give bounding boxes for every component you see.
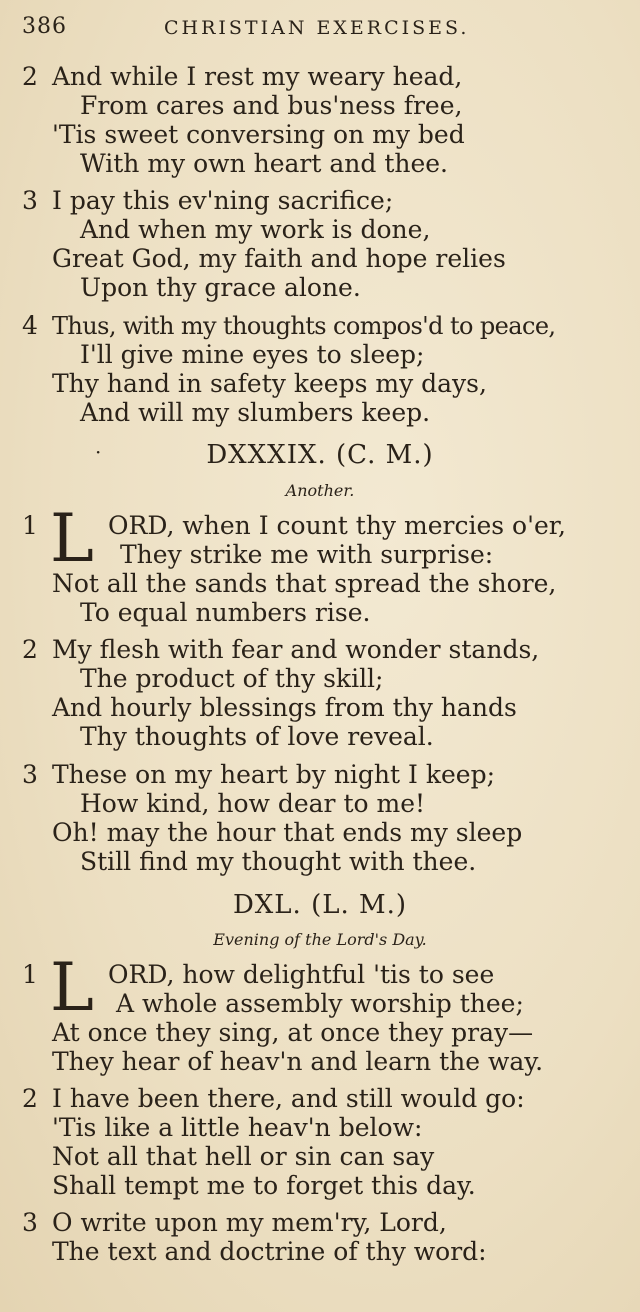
verse-line: Not all that hell or sin can say (52, 1142, 435, 1171)
hymn-subtitle: Another. (285, 481, 355, 500)
page-header (22, 14, 622, 48)
verse-line: 'Tis like a little heav'n below: (52, 1113, 423, 1142)
verse-line: My flesh with fear and wonder stands, (52, 635, 540, 664)
page-number: 386 (22, 14, 67, 39)
verse-line: Not all the sands that spread the shore, (52, 569, 557, 598)
verse-line: And will my slumbers keep. (80, 398, 431, 427)
stanza-number: 2 (22, 635, 38, 664)
verse-line: I'll give mine eyes to sleep; (80, 340, 425, 369)
hymn-title: DXL. (L. M.) (232, 890, 408, 920)
verse-line: To equal numbers rise. (80, 598, 371, 627)
verse-line: ORD, how delightful 'tis to see (108, 960, 495, 989)
verse-line: And hourly blessings from thy hands (52, 693, 517, 722)
running-title: CHRISTIAN EXERCISES. (164, 17, 470, 39)
stanza-number: 2 (22, 62, 38, 91)
stanza-number: 1 (22, 511, 38, 540)
stanza-number: 3 (22, 1208, 38, 1237)
verse-line: Great God, my faith and hope relies (52, 244, 506, 273)
verse-line: ORD, when I count thy mercies o'er, (108, 511, 566, 540)
verse-line: At once they sing, at once they pray— (52, 1018, 534, 1047)
verse-line: I have been there, and still would go: (52, 1084, 525, 1113)
stanza-number: 1 (22, 960, 38, 989)
stanza-number: 4 (22, 311, 38, 340)
verse-line: O write upon my mem'ry, Lord, (52, 1208, 447, 1237)
stanza-number: 3 (22, 186, 38, 215)
drop-cap: L (50, 949, 94, 1026)
verse-line: The text and doctrine of thy word: (52, 1237, 487, 1266)
verse-line: Shall tempt me to forget this day. (52, 1171, 476, 1200)
verse-line: They hear of heav'n and learn the way. (52, 1047, 544, 1076)
verse-line: Upon thy grace alone. (80, 273, 361, 302)
verse-line: And while I rest my weary head, (52, 62, 463, 91)
verse-line: I pay this ev'ning sacrifice; (52, 186, 394, 215)
verse-line: Thus, with my thoughts compos'd to peace, (52, 312, 556, 340)
verse-line: How kind, how dear to me! (80, 789, 426, 818)
hymn-subtitle: Evening of the Lord's Day. (213, 930, 427, 949)
verse-line: 'Tis sweet conversing on my bed (52, 120, 465, 149)
verse-line: And when my work is done, (80, 215, 431, 244)
decorative-dot: · (95, 440, 102, 464)
hymn-title: DXXXIX. (C. M.) (206, 440, 434, 470)
verse-line: Oh! may the hour that ends my sleep (52, 818, 523, 847)
verse-line: They strike me with surprise: (120, 540, 494, 569)
verse-line: Thy hand in safety keeps my days, (52, 369, 487, 398)
verse-line: A whole assembly worship thee; (116, 989, 524, 1018)
verse-line: From cares and bus'ness free, (80, 91, 463, 120)
verse-line: Still find my thought with thee. (80, 847, 477, 876)
stanza-number: 3 (22, 760, 38, 789)
verse-line: Thy thoughts of love reveal. (80, 722, 434, 751)
verse-line: With my own heart and thee. (80, 149, 449, 178)
drop-cap: L (50, 500, 94, 577)
verse-line: These on my heart by night I keep; (52, 760, 496, 789)
stanza-number: 2 (22, 1084, 38, 1113)
verse-line: The product of thy skill; (80, 664, 384, 693)
